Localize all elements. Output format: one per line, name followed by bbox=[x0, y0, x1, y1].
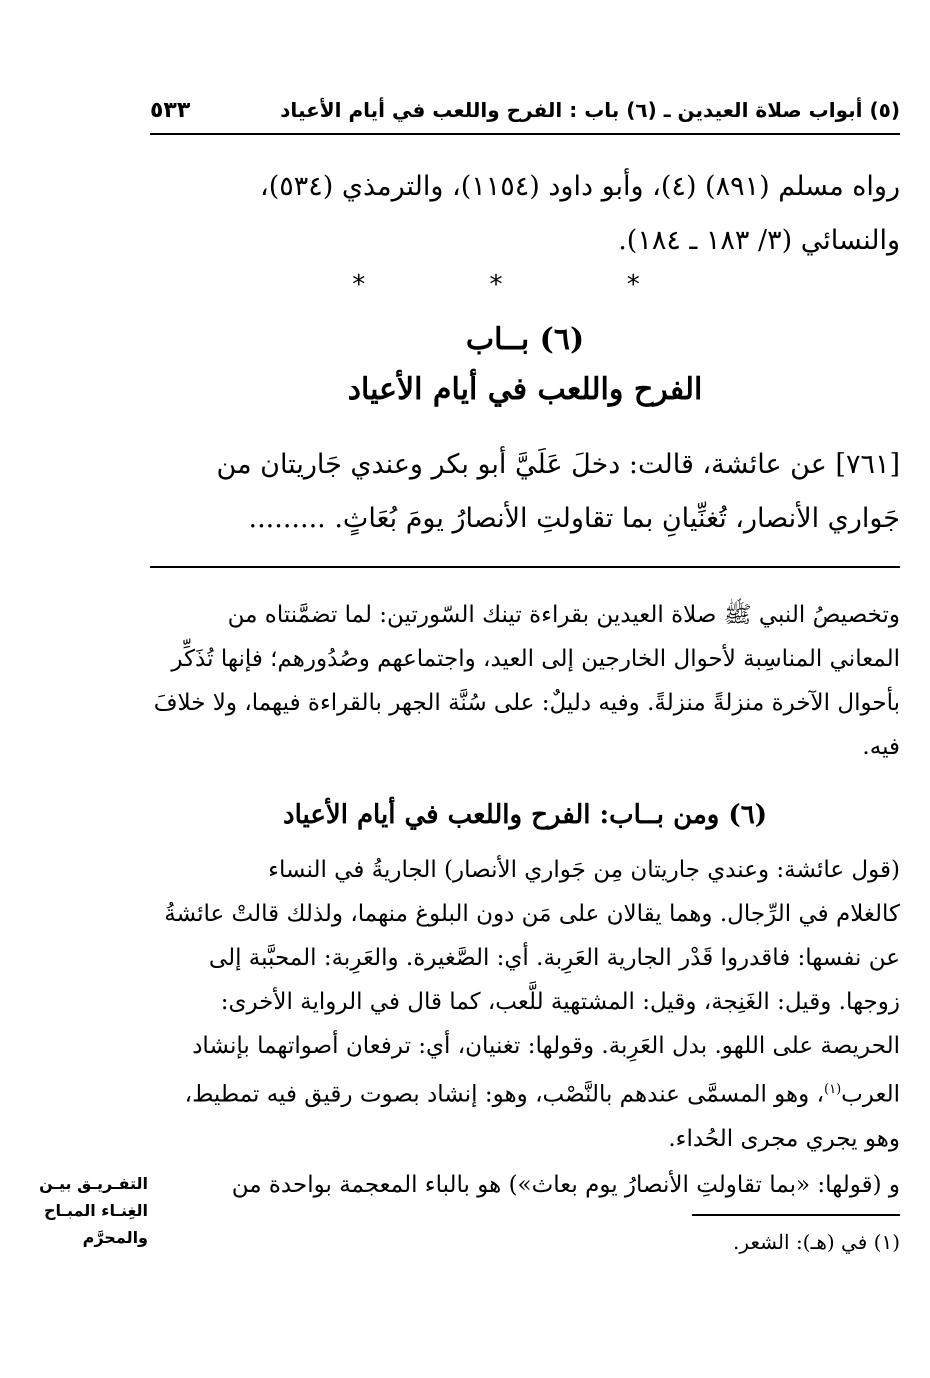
hadith-text bbox=[150, 438, 900, 546]
chapter-title: الفرح واللعب في أيام الأعياد bbox=[347, 372, 703, 407]
margin-note-line: التفـريـق بيـن bbox=[39, 1174, 148, 1193]
stars-separator: * * * bbox=[352, 270, 698, 300]
margin-note-line: والمحرَّم bbox=[82, 1228, 148, 1247]
commentary-line: (قول عائشة: وعندي جاريتان مِن جَواري الأنصار) الجاريةُ في النساء bbox=[268, 857, 900, 883]
commentary-1 bbox=[150, 593, 900, 769]
footnote-rule bbox=[692, 1214, 900, 1216]
footnote: (١) في (هـ): الشعر. bbox=[733, 1230, 900, 1254]
commentary-line: المعاني المناسِبة لأحوال الخارجين إلى العيد، واجتماعهم وصُدُورهم؛ فإنها تُذَكِّر bbox=[171, 646, 900, 672]
commentary-last-line: و (قولها: «بما تقاولتِ الأنصارُ يوم بعاث») هو بالباء المعجمة بواحدة من bbox=[231, 1172, 900, 1198]
commentary-section-title: (٦) ومن بــاب: الفرح واللعب في أيام الأعياد bbox=[283, 800, 767, 830]
commentary-line: فيه. bbox=[862, 734, 900, 760]
top-text bbox=[150, 160, 900, 268]
commentary-text: العرب bbox=[841, 1081, 900, 1108]
margin-note bbox=[18, 1170, 148, 1251]
top-text-line: رواه مسلم (٨٩١) (٤)، وأبو داود (١١٥٤)، والترمذي (٥٣٤)، bbox=[259, 171, 900, 202]
commentary-line-with-footnote bbox=[150, 1068, 900, 1117]
running-header bbox=[150, 98, 900, 132]
footnote-marker[interactable]: (١) bbox=[824, 1082, 842, 1097]
margin-note-line: الغِنـاء المبـاح bbox=[43, 1201, 148, 1220]
commentary-line: زوجها. وقيل: الغَنِجة، وقيل: المشتهية للَّعب، كما قال في الرواية الأخرى: bbox=[220, 989, 900, 1015]
top-text-line: والنسائي (٣/ ١٨٣ ـ ١٨٤). bbox=[618, 225, 900, 256]
page-number: ٥٣٣ bbox=[150, 98, 191, 123]
header-rule bbox=[150, 133, 900, 135]
commentary-text: ، وهو المسمَّى عندهم بالنَّصْب، وهو: إنشاد بصوت رقيق فيه تمطيط، bbox=[184, 1081, 825, 1108]
hadith-line: [٧٦١] عن عائشة، قالت: دخلَ عَلَيَّ أبو بكر وعندي جَاريتان من bbox=[216, 449, 900, 480]
chapter-number: (٦) بــاب bbox=[465, 322, 585, 357]
commentary-line: عن نفسها: فاقدروا قَدْر الجارية العَرِبة. أي: الصَّغيرة. والعَرِبة: المحبَّبة إلى bbox=[208, 945, 900, 971]
commentary-line: بأحوال الآخرة منزلةً منزلةً. وفيه دليلٌ: على سُنَّة الجهر بالقراءة فيهما، ولا خلافَ bbox=[153, 690, 900, 716]
hadith-line: جَواري الأنصار، تُغنِّيانِ بما تقاولتِ الأنصارُ يومَ بُعَاثٍ. ......... bbox=[248, 503, 900, 534]
commentary-line: وتخصيصُ النبي ﷺ صلاة العيدين بقراءة تينك السّورتين: لما تضمَّنتاه من bbox=[227, 602, 900, 628]
commentary-line: كالغلام في الرِّجال. وهما يقالان على مَن دون البلوغ منهما، ولذلك قالتْ عائشةُ bbox=[164, 901, 900, 927]
header-title: (٥) أبواب صلاة العيدين ـ (٦) باب : الفرح واللعب في أيام الأعياد bbox=[280, 98, 900, 122]
commentary-2 bbox=[150, 848, 900, 1161]
commentary-line: وهو يجري مجرى الحُداء. bbox=[668, 1125, 900, 1152]
commentary-line: الحريصة على اللهو. بدل العَرِبة. وقولها: تغنيان، أي: ترفعان أصواتهما بإنشاد bbox=[192, 1033, 900, 1059]
section-divider bbox=[150, 566, 900, 568]
